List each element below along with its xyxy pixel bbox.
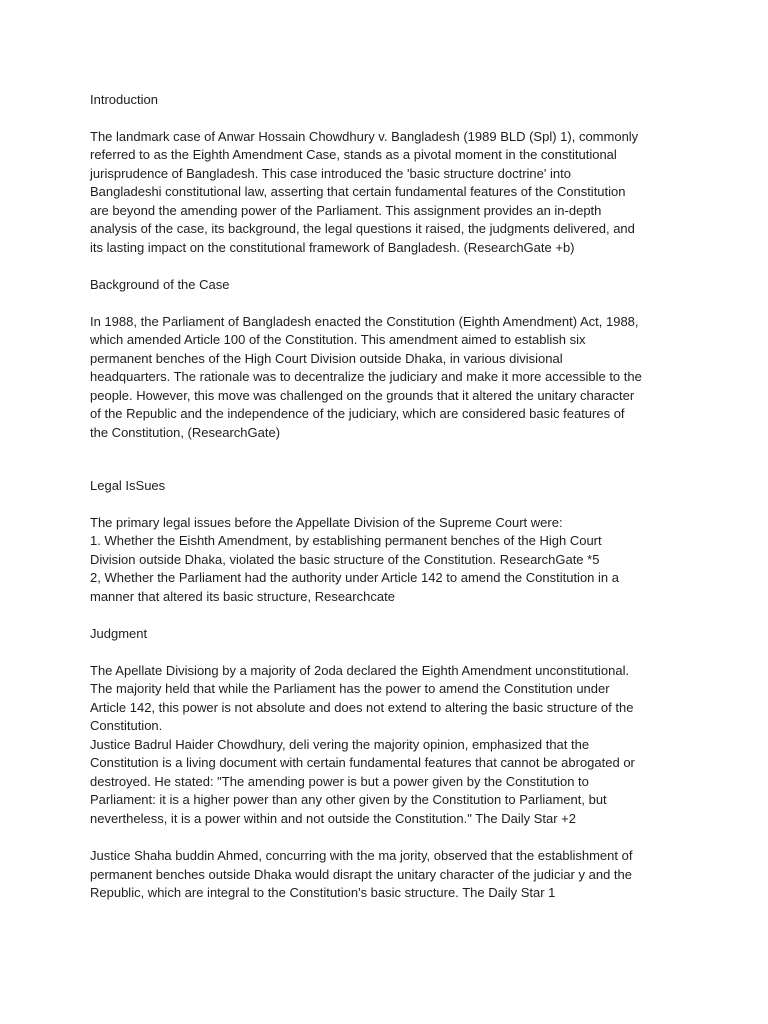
text-line: Parliament: it is a higher power than any other given by the Constitution to Parliament, but	[90, 792, 607, 807]
text-line: permanent benches outside Dhaka would disrapt the unitary character of the judiciar y and the	[90, 866, 632, 882]
text-line: manner that altered its basic structure, Researchcate	[90, 588, 395, 604]
paragraph-legal-issues	[90, 514, 690, 607]
text-line: jurisprudence of Bangladesh. This case introduced the 'basic structure doctrine' into	[90, 165, 571, 181]
text-line: The Apellate Divisiong by a majority of 2oda declared the Eighth Amendment unconstitutional.	[90, 662, 630, 678]
text-line: nevertheless, it is a power within and not outside the Constitution." The Daily Star +2	[90, 810, 577, 826]
text-line: Constitution.	[90, 718, 163, 733]
text-line: analysis of the case, its background, the legal questions it raised, the judgments delivered, and	[90, 221, 635, 236]
text-line: Constitution is a living document with certain fundamental features that cannot be abrogated or	[90, 755, 635, 770]
text-line: permanent benches of the High Court Division outside Dhaka, in various divisional	[90, 350, 563, 366]
text-line: In 1988, the Parliament of Bangladesh enacted the Constitution (Eighth Amendment) Act, 1988,	[90, 313, 639, 329]
paragraph-concurring-opinion	[90, 847, 690, 903]
text-line: The landmark case of Anwar Hossain Chowdhury v. Bangladesh (1989 BLD (Spl) 1), commonly	[90, 128, 639, 144]
text-line: 2, Whether the Parliament had the authority under Article 142 to amend the Constitution in a	[90, 570, 619, 585]
text-line: Justice Badrul Haider Chowdhury, deli vering the majority opinion, emphasized that the	[90, 736, 590, 752]
text-line: referred to as the Eighth Amendment Case, stands as a pivotal moment in the constitutional	[90, 147, 617, 162]
text-line: Division outside Dhaka, violated the basic structure of the Constitution. ResearchGate *5	[90, 551, 600, 567]
text-line: destroyed. He stated: "The amending power is but a power given by the Constitution to	[90, 773, 589, 789]
section-heading-legal-issues: Legal IsSues	[90, 478, 166, 493]
section-heading-judgment: Judgment	[90, 626, 148, 641]
text-line: are beyond the amending power of the Parliament. This assignment provides an in-depth	[90, 202, 602, 218]
text-line: The majority held that while the Parliament has the power to amend the Constitution under	[90, 681, 610, 696]
paragraph-judgment	[90, 662, 690, 829]
section-heading-introduction: Introduction	[90, 92, 158, 107]
text-line: The primary legal issues before the Appellate Division of the Supreme Court were:	[90, 514, 563, 530]
text-line: the Constitution, (ResearchGate)	[90, 424, 281, 440]
text-line: 1. Whether the Eishth Amendment, by establishing permanent benches of the High Court	[90, 533, 602, 548]
text-line: Article 142, this power is not absolute and does not extend to altering the basic structure of the	[90, 699, 634, 715]
paragraph-introduction	[90, 128, 690, 258]
text-line: Republic, which are integral to the Constitution's basic structure. The Daily Star 1	[90, 885, 556, 900]
text-line: of the Republic and the independence of the judiciary, which are considered basic features of	[90, 406, 625, 421]
document-page	[90, 91, 690, 903]
text-line: headquarters. The rationale was to decentralize the judiciary and make it more accessible to the	[90, 369, 642, 384]
paragraph-background	[90, 313, 690, 443]
text-line: Bangladeshi constitutional law, asserting that certain fundamental features of the Constitution	[90, 184, 626, 199]
section-heading-background: Background of the Case	[90, 277, 230, 292]
text-line: Justice Shaha buddin Ahmed, concurring with the ma jority, observed that the establishment of	[90, 848, 633, 863]
text-line: its lasting impact on the constitutional framework of Bangladesh. (ResearchGate +b)	[90, 239, 575, 255]
text-line: people. However, this move was challenged on the grounds that it altered the unitary character	[90, 387, 635, 403]
text-line: which amended Article 100 of the Constitution. This amendment aimed to establish six	[90, 332, 586, 347]
